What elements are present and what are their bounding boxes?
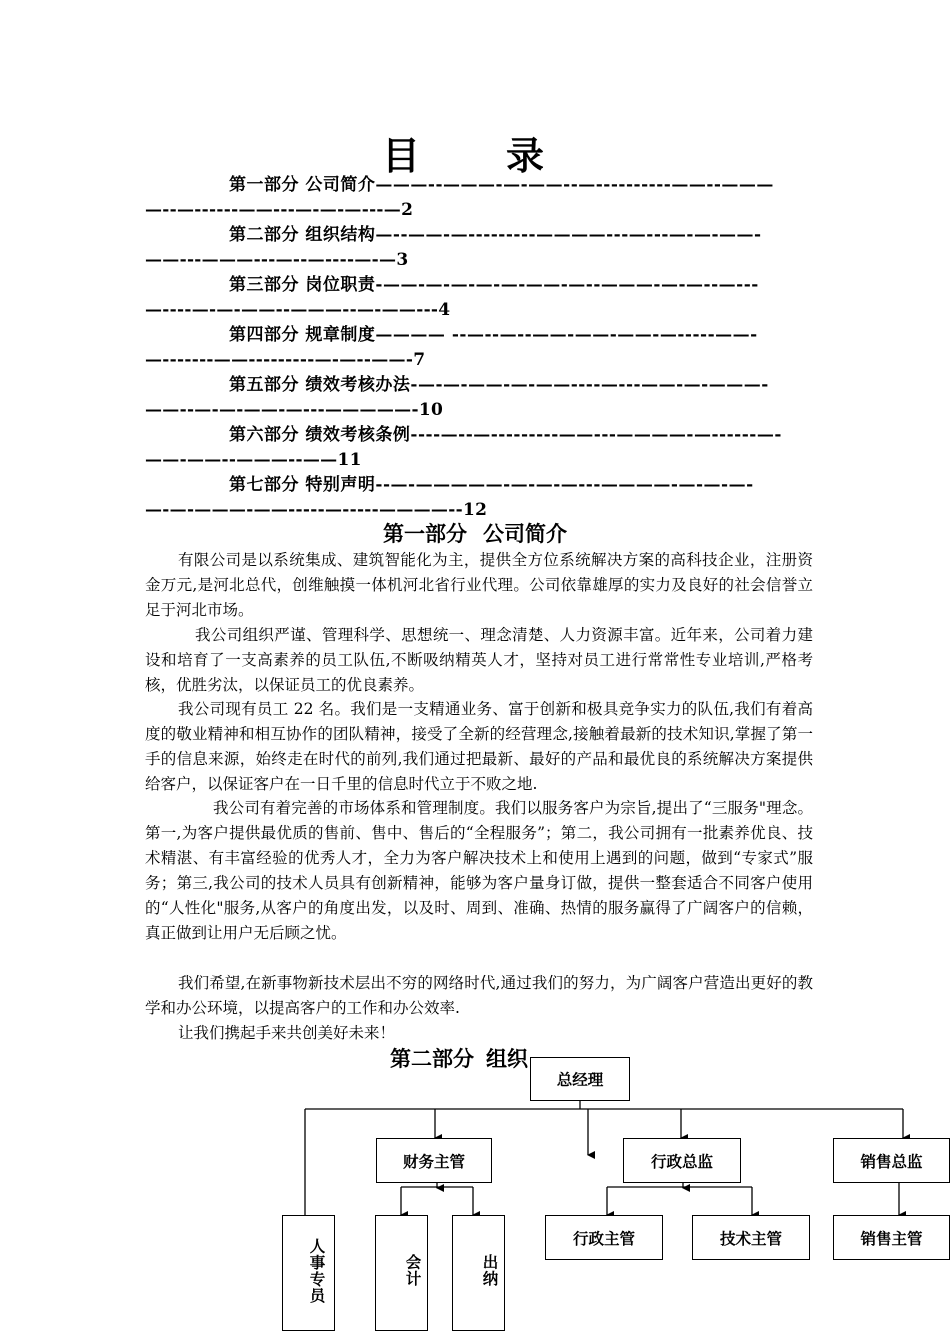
toc-leader: ——---———---—--—----—-— — [145, 250, 397, 270]
toc-label: 第四部分 规章制度 — [229, 325, 376, 345]
toc-page-number: 4 — [438, 300, 451, 320]
section-part-label: 第一部分 — [383, 521, 467, 546]
toc-leader: -——-—-—-—-—-——-—--———-—-—--—--- — [375, 275, 759, 295]
org-node-label: 出纳 — [480, 1254, 499, 1287]
org-node-cashier — [452, 1215, 505, 1331]
toc-label: 第一部分 公司简介 — [229, 175, 376, 195]
toc-page-number: 7 — [413, 350, 426, 370]
section-name: 组织 — [486, 1046, 528, 1071]
toc-page-number: 11 — [337, 450, 362, 470]
toc-leader: -—-—-——-—-——----—---——-—-———- — [410, 375, 769, 395]
paragraph: 我公司现有员工 22 名。我们是一支精通业务、富于创新和极具竞争实力的队伍,我们有着高度的敬业精神和相互协作的团队精神，接受了全新的经营理念,接触着最新的技术知识,掌握了第一手的信息来源，始终走在时代的前列,我们通过把最新、最好的产品和最优良的系统解决方案提供给客户，以保证客户在一日千里的信息时代立于不败之地. — [145, 700, 813, 793]
toc-leader: --—-—————-—-—-—---————-—-—-—- — [375, 475, 754, 495]
paragraph: 我公司有着完善的市场体系和管理制度。我们以服务客户为宗旨,提出了“三服务"理念。第一,为客户提供最优质的售前、售中、售后的“全程服务”；第二，我公司拥有一批素养优良、技术精湛、有丰富经验的优秀人才，全力为客户解决技术上和使用上遇到的问题，做到“专家式”服务；第三,我公司的技术人员具有创新精神，能够为客户量身订做，提供一整套适合不同客户使用的“人性化"服务,从客户的角度出发，以及时、周到、准确、热情的服务赢得了广阔客户的信赖，真正做到让用户无后顾之忧。 — [145, 799, 813, 942]
org-node-general-manager: 总经理 — [530, 1057, 630, 1101]
toc-leader: —----—-—-——--———--—-——--- — [145, 300, 439, 320]
toc-leader: ———— --—--—--——-——-——-—-----——- — [375, 325, 758, 345]
org-node-admin-director: 行政总监 — [623, 1138, 741, 1183]
org-node-finance-supervisor: 财务主管 — [376, 1138, 492, 1183]
org-node-admin-supervisor: 行政主管 — [545, 1215, 663, 1260]
toc-leader: —--—------——---—-—-—---— — [145, 200, 402, 220]
toc-leader: ——-——--———--—— — [145, 450, 338, 470]
org-node-accountant — [375, 1215, 428, 1331]
toc-leader: —-------——---------—-—--——- — [145, 350, 414, 370]
toc-leader: —--——-—---------————---—---—-—-——- — [375, 225, 762, 245]
page-title: 目 录 — [381, 133, 568, 178]
toc-leader: ----—--—---------——---————-—------—- — [410, 425, 782, 445]
org-node-label: 会计 — [403, 1254, 422, 1287]
toc-label: 第七部分 特别声明 — [229, 475, 376, 495]
toc-page-number: 3 — [396, 250, 409, 270]
toc-leader: ———--———-—-——--—----------——--——— — [375, 175, 774, 195]
org-node-hr-specialist — [282, 1215, 335, 1331]
toc-page-number: 12 — [462, 500, 488, 520]
toc-leader: ——--—-—-——-—---—————- — [145, 400, 419, 420]
org-node-tech-supervisor: 技术主管 — [692, 1215, 810, 1260]
org-node-sales-supervisor: 销售主管 — [833, 1215, 950, 1260]
paragraph: 有限公司是以系统集成、建筑智能化为主，提供全方位系统解决方案的高科技企业，注册资金万元,是河北总代，创维触摸一体机河北省行业代理。公司依靠雄厚的实力及良好的社会信誉立足于河北市场。 — [145, 551, 813, 619]
org-node-label: 人事专员 — [307, 1238, 326, 1304]
org-node-sales-director: 销售总监 — [833, 1138, 950, 1183]
paragraph: 让我们携起手来共创美好未来！ — [178, 1024, 396, 1042]
paragraph: 我们希望,在新事物新技术层出不穷的网络时代,通过我们的努力，为广阔客户营造出更好的教学和办公环境，以提高客户的工作和办公效率. — [145, 974, 813, 1017]
toc-label: 第二部分 组织结构 — [229, 225, 376, 245]
section-name: 公司简介 — [483, 521, 567, 546]
toc-label: 第五部分 绩效考核办法 — [229, 375, 411, 395]
toc-label: 第三部分 岗位职责 — [229, 275, 376, 295]
section-part-label: 第二部分 — [390, 1046, 474, 1071]
toc-label: 第六部分 绩效考核条例 — [229, 425, 411, 445]
toc-leader: —-—-———-——-----—-----————-- — [145, 500, 463, 520]
toc-page-number: 2 — [401, 200, 414, 220]
paragraph: 我公司组织严谨、管理科学、思想统一、理念清楚、人力资源丰富。近年来，公司着力建设和培育了一支高素养的员工队伍,不断吸纳精英人才，坚持对员工进行常常性专业培训,严格考核，优胜劣汰，以保证员工的优良素养。 — [145, 626, 813, 694]
toc-page-number: 10 — [418, 400, 444, 420]
